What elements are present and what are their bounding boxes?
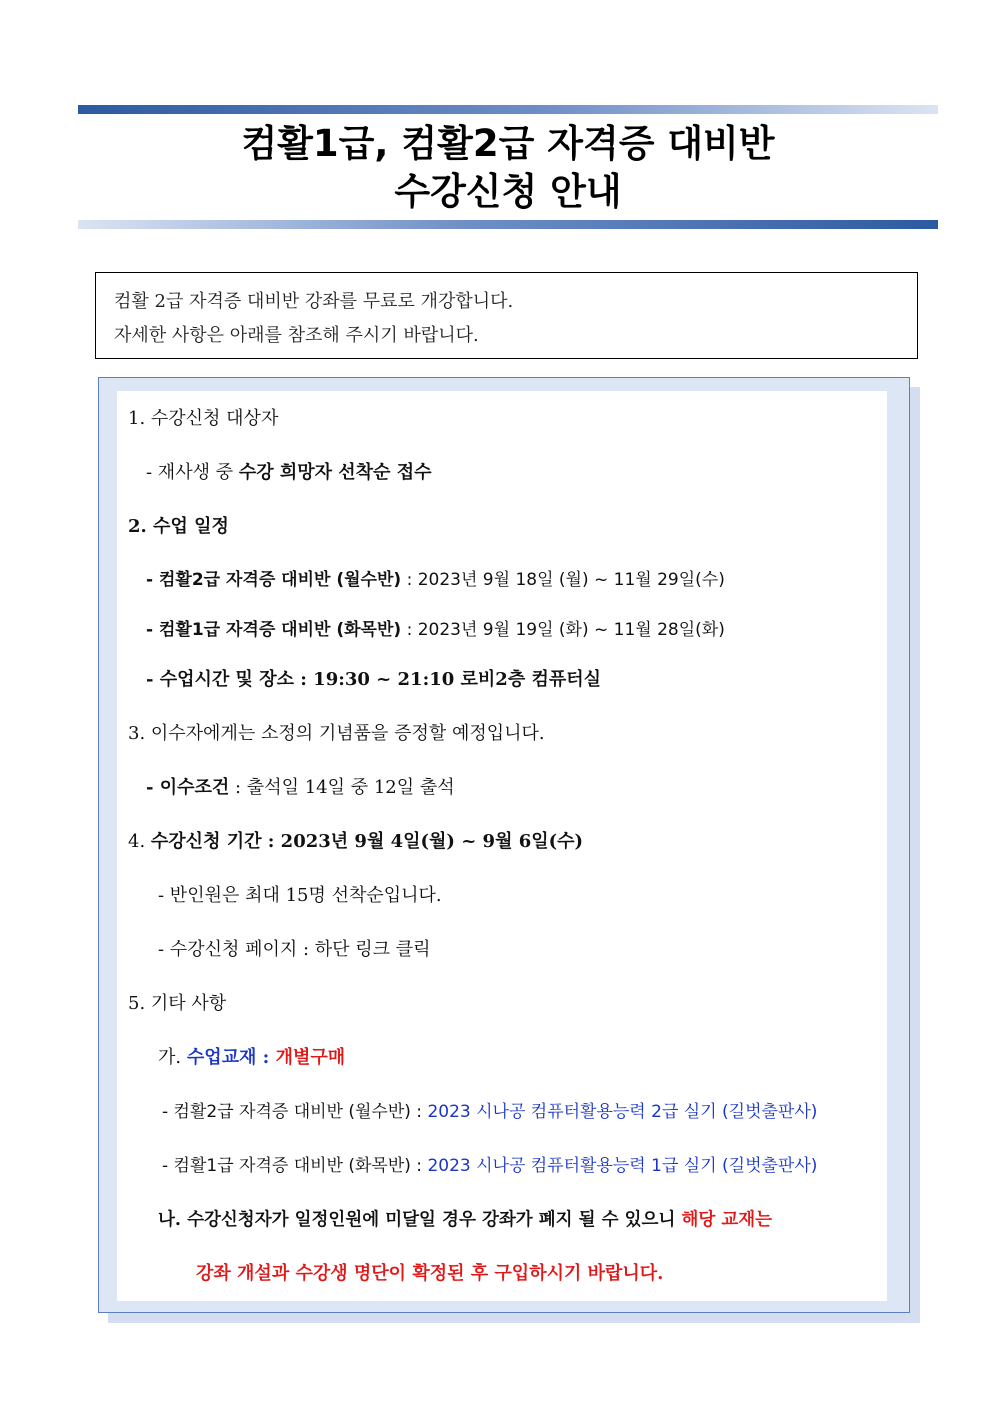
book-2-label: - 컴활1급 자격증 대비반 (화목반) : [162, 1156, 428, 1176]
schedule-2-label: - 컴활1급 자격증 대비반 (화목반) [146, 620, 402, 640]
section-1-item-prefix: - 재사생 중 [146, 462, 239, 483]
section-4-item-2: - 수강신청 페이지 : 하단 링크 클릭 [158, 939, 431, 960]
book-1-label: - 컴활2급 자격증 대비반 (월수반) : [162, 1102, 428, 1122]
intro-line-1: 컴활 2급 자격증 대비반 강좌를 무료로 개강합니다. [114, 291, 514, 312]
schedule-2-value: : 2023년 9월 19일 (화) ~ 11월 28일(화) [401, 620, 725, 640]
textbook-value: 개별구매 [275, 1047, 346, 1068]
section-4-number: 4. [128, 831, 151, 852]
title-line-1: 컴활1급, 컴활2급 자격증 대비반 [241, 122, 775, 165]
textbook-line [158, 1046, 345, 1070]
schedule-1-label: - 컴활2급 자격증 대비반 (월수반) [146, 570, 402, 590]
notice-line-1 [158, 1208, 772, 1232]
section-3-item [146, 776, 455, 800]
section-1-item-bold: 수강 희망자 선착순 접수 [238, 462, 432, 483]
schedule-item-2 [146, 618, 725, 642]
ga-prefix: 가. [158, 1047, 187, 1068]
completion-value: : 출석일 14일 중 12일 출석 [229, 777, 455, 798]
book-item-1 [162, 1100, 817, 1124]
title-line-2: 수강신청 안내 [394, 170, 622, 213]
textbook-label: 수업교재 : [186, 1047, 276, 1068]
book-2-value: 2023 시나공 컴퓨터활용능력 1급 실기 (길벗출판사) [427, 1156, 818, 1176]
notice-red-1: 해당 교재는 [681, 1210, 773, 1230]
section-4-item-1: - 반인원은 최대 15명 선착순입니다. [158, 885, 442, 906]
book-item-2 [162, 1154, 817, 1178]
book-1-value: 2023 시나공 컴퓨터활용능력 2급 실기 (길벗출판사) [427, 1102, 818, 1122]
intro-box [95, 272, 918, 359]
section-3-heading: 3. 이수자에게는 소정의 기념품을 증정할 예정입니다. [128, 723, 545, 744]
page-title [78, 120, 938, 216]
section-5-heading: 5. 기타 사항 [128, 993, 227, 1014]
schedule-1-value: : 2023년 9월 18일 (월) ~ 11월 29일(수) [401, 570, 725, 590]
header-top-bar [78, 105, 938, 114]
section-1-heading: 1. 수강신청 대상자 [128, 408, 279, 429]
intro-line-2: 자세한 사항은 아래를 참조해 주시기 바랍니다. [114, 325, 479, 346]
section-2-heading: 2. 수업 일정 [128, 516, 229, 537]
schedule-item-3: - 수업시간 및 장소 : 19:30 ~ 21:10 로비2층 컴퓨터실 [146, 669, 602, 690]
section-4-heading [128, 830, 583, 854]
notice-line-2: 강좌 개설과 수강생 명단이 확정된 후 구입하시기 바랍니다. [196, 1263, 664, 1284]
section-4-heading-text: 수강신청 기간 : 2023년 9월 4일(월) ~ 9월 6일(수) [150, 831, 584, 852]
schedule-item-1 [146, 568, 725, 592]
section-1-item [146, 461, 432, 485]
completion-label: - 이수조건 [146, 777, 230, 798]
header-bottom-bar [78, 220, 938, 229]
notice-text: 나. 수강신청자가 일정인원에 미달일 경우 강좌가 폐지 될 수 있으니 [158, 1210, 682, 1230]
